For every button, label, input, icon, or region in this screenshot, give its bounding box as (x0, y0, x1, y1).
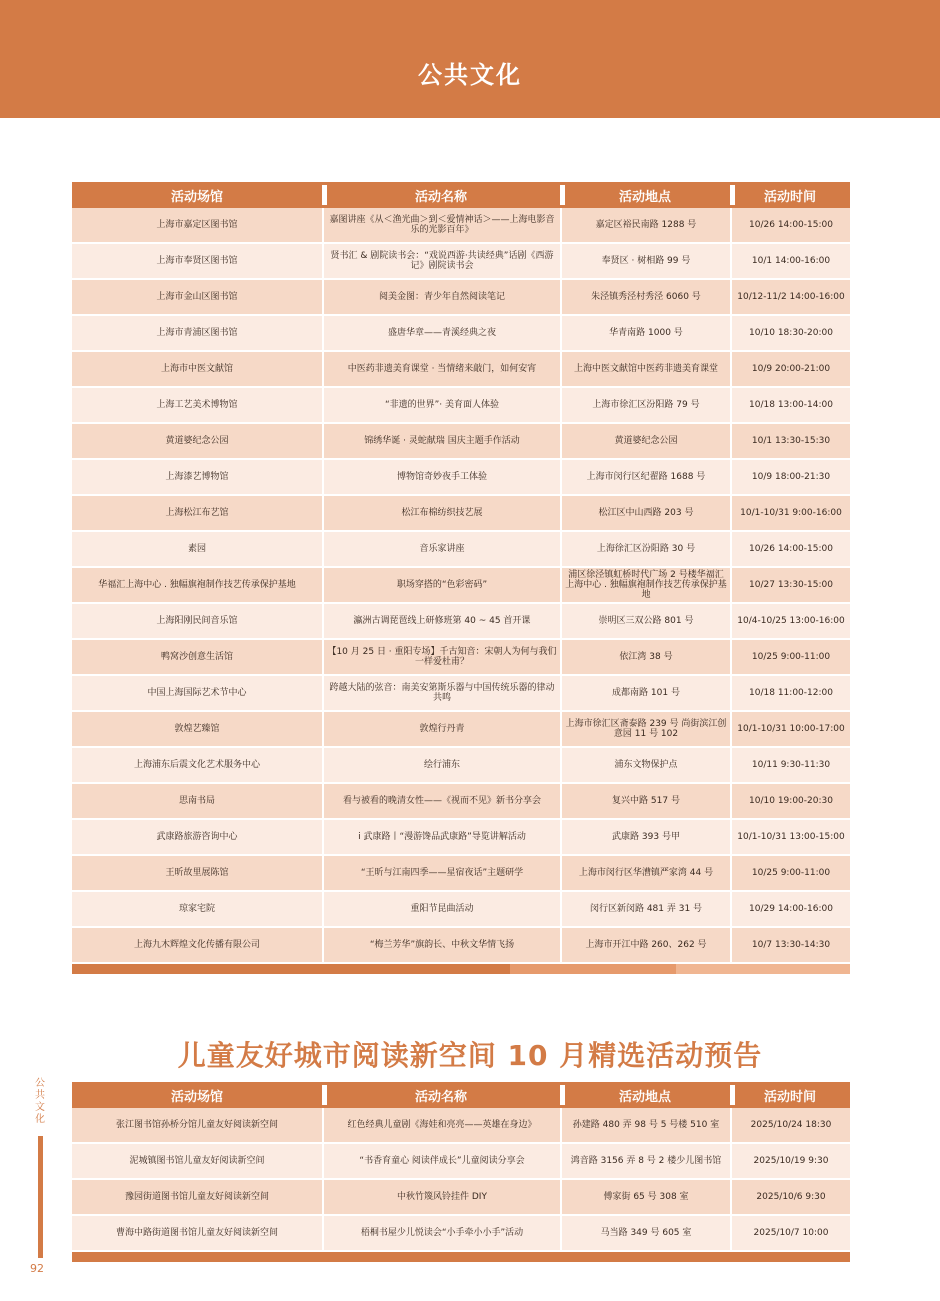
column-header-place: 活动地点 (560, 182, 730, 208)
table-row (72, 640, 850, 676)
cell-activity-name: 嘉图讲座《从＜渔光曲＞到＜爱情神话＞——上海电影音乐的光影百年》 (322, 208, 560, 244)
cell-activity-name: “梅兰芳华”旗韵长、中秋文华情飞扬 (322, 928, 560, 964)
table-row (72, 532, 850, 568)
cell-activity-name: 中医药非遗美育课堂 · 当情绪来敲门，如何安宵 (322, 352, 560, 388)
cell-place: 马当路 349 号 605 室 (560, 1216, 730, 1252)
cell-venue: 思南书局 (72, 784, 322, 820)
page-number: 92 (30, 1262, 44, 1275)
column-header-name: 活动名称 (322, 182, 560, 208)
cell-activity-name: 博物馆奇妙夜手工体验 (322, 460, 560, 496)
cell-venue: 武康路旅游咨询中心 (72, 820, 322, 856)
cell-time: 10/9 18:00-21:30 (730, 460, 850, 496)
table-row (72, 712, 850, 748)
cell-venue: 素园 (72, 532, 322, 568)
cell-place: 傅家街 65 号 308 室 (560, 1180, 730, 1216)
cell-time: 10/1-10/31 9:00-16:00 (730, 496, 850, 532)
cell-venue: 上海市青浦区图书馆 (72, 316, 322, 352)
cell-venue: 黄道婆纪念公园 (72, 424, 322, 460)
table-row (72, 316, 850, 352)
cell-activity-name: 跨越大陆的弦音：南美安第斯乐器与中国传统乐器的律动共鸣 (322, 676, 560, 712)
cell-place: 上海市闵行区华漕镇严家湾 44 号 (560, 856, 730, 892)
cell-time: 10/18 13:00-14:00 (730, 388, 850, 424)
table-row (72, 892, 850, 928)
side-accent-line (38, 1136, 43, 1258)
cell-activity-name: “非遗的世界”· 美育面人体验 (322, 388, 560, 424)
table-row (72, 460, 850, 496)
table-header-row (72, 182, 850, 208)
cell-time: 10/4-10/25 13:00-16:00 (730, 604, 850, 640)
column-header-venue: 活动场馆 (72, 1082, 322, 1108)
cell-time: 10/1 14:00-16:00 (730, 244, 850, 280)
cell-time: 10/18 11:00-12:00 (730, 676, 850, 712)
cell-activity-name: “王昕与江南四季——星宿夜话”主题研学 (322, 856, 560, 892)
cell-activity-name: 红色经典儿童剧《海娃和亮亮——英雄在身边》 (322, 1108, 560, 1144)
table-row (72, 1180, 850, 1216)
table-row (72, 928, 850, 964)
cell-time: 2025/10/24 18:30 (730, 1108, 850, 1144)
table-row (72, 1108, 850, 1144)
cell-time: 10/9 20:00-21:00 (730, 352, 850, 388)
cell-venue: 曹海中路街道图书馆儿童友好阅读新空间 (72, 1216, 322, 1252)
cell-place: 黄道婆纪念公园 (560, 424, 730, 460)
cell-venue: 泥城镇图书馆儿童友好阅读新空间 (72, 1144, 322, 1180)
page-title: 公共文化 (418, 61, 522, 89)
header-banner (0, 0, 940, 118)
table-header-row (72, 1082, 850, 1108)
cell-time: 10/7 13:30-14:30 (730, 928, 850, 964)
table-row (72, 568, 850, 604)
cell-place: 成都南路 101 号 (560, 676, 730, 712)
cell-place: 崇明区三双公路 801 号 (560, 604, 730, 640)
children-events-table-body (72, 1108, 850, 1252)
table-row (72, 424, 850, 460)
events-table-body (72, 208, 850, 964)
table-row (72, 244, 850, 280)
cell-place: 浦区徐泾镇虹桥时代广场 2 号楼华福汇上海中心 . 独幅旗袍制作技艺传承保护基地 (560, 568, 730, 604)
cell-place: 上海中医文献馆中医药非遗美育课堂 (560, 352, 730, 388)
side-section-label: 公共文化 (35, 1078, 45, 1125)
cell-time: 10/25 9:00-11:00 (730, 856, 850, 892)
cell-time: 10/26 14:00-15:00 (730, 208, 850, 244)
cell-place: 浦东文物保护点 (560, 748, 730, 784)
cell-place: 上海徐汇区汾阳路 30 号 (560, 532, 730, 568)
column-header-name: 活动名称 (322, 1082, 560, 1108)
cell-activity-name: 重阳节昆曲活动 (322, 892, 560, 928)
cell-activity-name: 职场穿搭的“色彩密码” (322, 568, 560, 604)
cell-place: 朱泾镇秀泾村秀泾 6060 号 (560, 280, 730, 316)
cell-activity-name: 梧桐书屋少儿悦读会“小手牵小小手”活动 (322, 1216, 560, 1252)
cell-venue: 上海市金山区图书馆 (72, 280, 322, 316)
column-header-venue: 活动场馆 (72, 182, 322, 208)
cell-place: 上海市徐汇区斋泰路 239 号 尚街滨江创意园 11 号 102 (560, 712, 730, 748)
cell-place: 武康路 393 号甲 (560, 820, 730, 856)
column-header-time: 活动时间 (730, 182, 850, 208)
children-events-table (72, 1082, 850, 1252)
table-row (72, 676, 850, 712)
cell-time: 10/25 9:00-11:00 (730, 640, 850, 676)
table2-bottom-bar (72, 1252, 850, 1262)
cell-venue: 上海市嘉定区图书馆 (72, 208, 322, 244)
cell-place: 依江湾 38 号 (560, 640, 730, 676)
cell-place: 奉贤区 · 树相路 99 号 (560, 244, 730, 280)
cell-venue: 华福汇上海中心 . 独幅旗袍制作技艺传承保护基地 (72, 568, 322, 604)
cell-place: 松江区中山西路 203 号 (560, 496, 730, 532)
cell-venue: 上海市奉贤区图书馆 (72, 244, 322, 280)
table-row (72, 856, 850, 892)
cell-venue: 上海松江布艺馆 (72, 496, 322, 532)
cell-time: 10/26 14:00-15:00 (730, 532, 850, 568)
cell-time: 2025/10/7 10:00 (730, 1216, 850, 1252)
cell-time: 10/1 13:30-15:30 (730, 424, 850, 460)
cell-activity-name: “书香育童心 阅读伴成长”儿童阅读分享会 (322, 1144, 560, 1180)
cell-place: 孙建路 480 弄 98 号 5 号楼 510 室 (560, 1108, 730, 1144)
cell-activity-name: 锦绣华诞 · 灵蛇献瑞 国庆主题手作活动 (322, 424, 560, 460)
cell-activity-name: 松江布棉纺织技艺展 (322, 496, 560, 532)
table-row (72, 784, 850, 820)
cell-time: 10/10 18:30-20:00 (730, 316, 850, 352)
cell-activity-name: 瀛洲古调琵琶线上研修班第 40 ~ 45 首开课 (322, 604, 560, 640)
cell-activity-name: 音乐家讲座 (322, 532, 560, 568)
cell-time: 10/12-11/2 14:00-16:00 (730, 280, 850, 316)
cell-venue: 上海浦东后震文化艺术服务中心 (72, 748, 322, 784)
cell-time: 10/27 13:30-15:00 (730, 568, 850, 604)
cell-venue: 王昕故里展陈馆 (72, 856, 322, 892)
table-row (72, 388, 850, 424)
cell-time: 2025/10/6 9:30 (730, 1180, 850, 1216)
table-row (72, 496, 850, 532)
section-title: 儿童友好城市阅读新空间 10 月精选活动预告 (177, 1039, 763, 1072)
table-bottom-bar-mid (510, 964, 676, 974)
cell-venue: 张江图书馆孙桥分馆儿童友好阅读新空间 (72, 1108, 322, 1144)
table-bottom-bar-light (676, 964, 850, 974)
cell-venue: 上海工艺美术博物馆 (72, 388, 322, 424)
cell-activity-name: 看与被看的晚清女性——《视而不见》新书分享会 (322, 784, 560, 820)
column-header-time: 活动时间 (730, 1082, 850, 1108)
cell-activity-name: 阅美金图：青少年自然阅读笔记 (322, 280, 560, 316)
table-row (72, 604, 850, 640)
cell-place: 复兴中路 517 号 (560, 784, 730, 820)
cell-place: 上海市闵行区纪翟路 1688 号 (560, 460, 730, 496)
events-table (72, 182, 850, 964)
cell-activity-name: i 武康路丨“漫游馋品武康路”导览讲解活动 (322, 820, 560, 856)
cell-time: 2025/10/19 9:30 (730, 1144, 850, 1180)
cell-place: 嘉定区裕民南路 1288 号 (560, 208, 730, 244)
cell-place: 鸿音路 3156 弄 8 号 2 楼少儿图书馆 (560, 1144, 730, 1180)
cell-venue: 敦煌艺臻馆 (72, 712, 322, 748)
table-bottom-bar-dark (72, 964, 510, 974)
cell-place: 上海市徐汇区汾阳路 79 号 (560, 388, 730, 424)
cell-time: 10/29 14:00-16:00 (730, 892, 850, 928)
table-row (72, 1144, 850, 1180)
cell-time: 10/1-10/31 13:00-15:00 (730, 820, 850, 856)
cell-place: 华青南路 1000 号 (560, 316, 730, 352)
cell-time: 10/1-10/31 10:00-17:00 (730, 712, 850, 748)
table-row (72, 820, 850, 856)
table-row (72, 208, 850, 244)
cell-venue: 上海漆艺博物馆 (72, 460, 322, 496)
table-row (72, 1216, 850, 1252)
cell-venue: 琼家宅院 (72, 892, 322, 928)
cell-activity-name: 贤书汇 & 剧院读书会：“戏说西游·共读经典”话剧《西游记》剧院读书会 (322, 244, 560, 280)
cell-time: 10/11 9:30-11:30 (730, 748, 850, 784)
cell-activity-name: 敦煌行丹青 (322, 712, 560, 748)
cell-activity-name: 中秋竹篾风铃挂件 DIY (322, 1180, 560, 1216)
cell-activity-name: 盛唐华章——青溪经典之夜 (322, 316, 560, 352)
table-row (72, 280, 850, 316)
cell-time: 10/10 19:00-20:30 (730, 784, 850, 820)
cell-venue: 中国上海国际艺术节中心 (72, 676, 322, 712)
cell-venue: 上海市中医文献馆 (72, 352, 322, 388)
column-header-place: 活动地点 (560, 1082, 730, 1108)
cell-venue: 上海阳刚民间音乐馆 (72, 604, 322, 640)
table-row (72, 352, 850, 388)
cell-venue: 上海九木辉煌文化传播有限公司 (72, 928, 322, 964)
table-row (72, 748, 850, 784)
cell-activity-name: 【10 月 25 日 · 重阳专场】千古知音：宋朝人为何与我们一样爱杜甫？ (322, 640, 560, 676)
cell-venue: 鸭窝沙创意生活馆 (72, 640, 322, 676)
cell-venue: 豫园街道图书馆儿童友好阅读新空间 (72, 1180, 322, 1216)
cell-place: 上海市开江中路 260、262 号 (560, 928, 730, 964)
cell-activity-name: 绘行浦东 (322, 748, 560, 784)
cell-place: 闵行区新闵路 481 弄 31 号 (560, 892, 730, 928)
